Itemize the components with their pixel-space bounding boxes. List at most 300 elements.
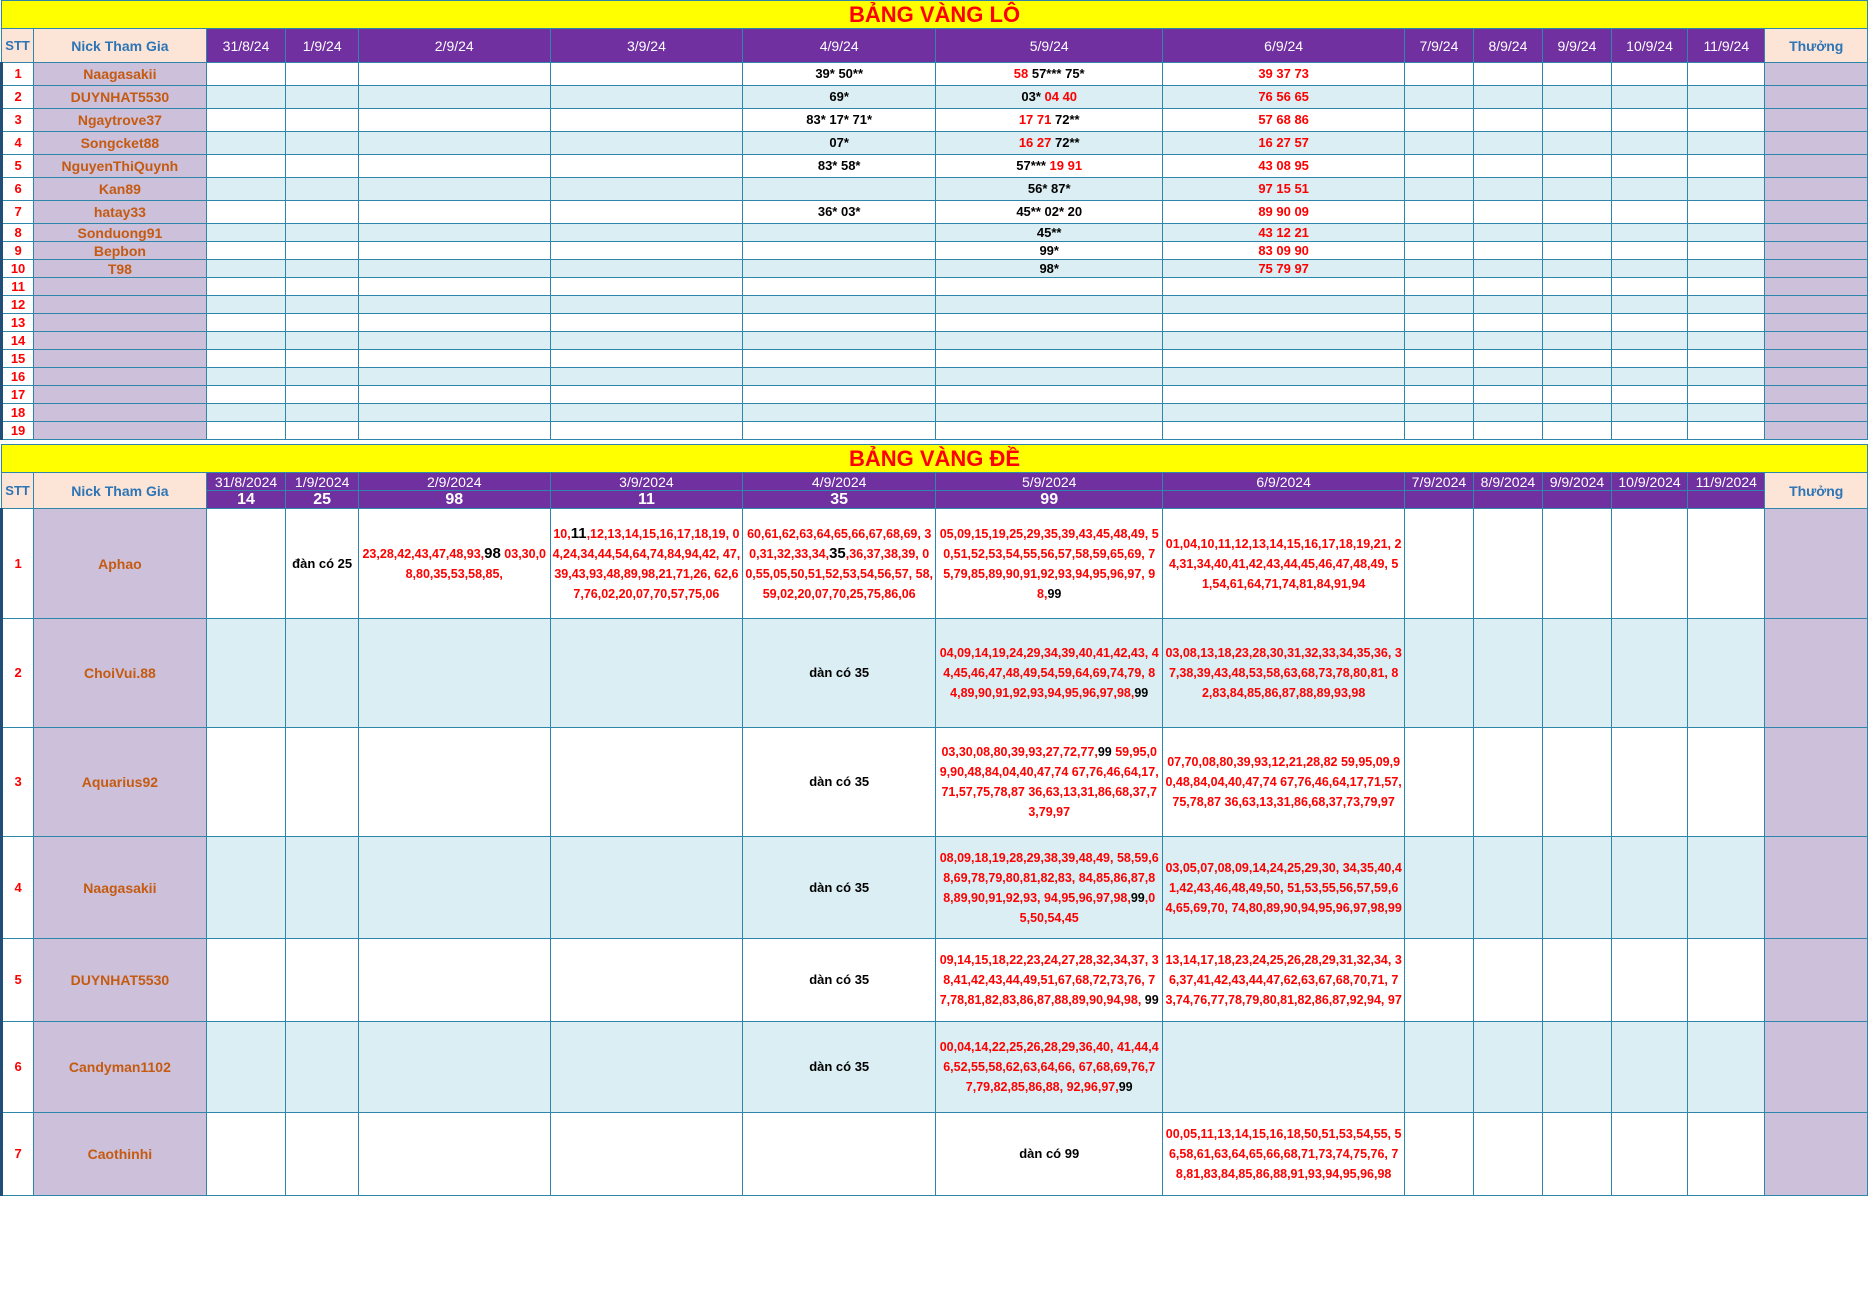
day-cell[interactable] [286,509,359,619]
day-cell[interactable] [1404,350,1473,368]
day-cell[interactable] [1404,314,1473,332]
reward-cell[interactable] [1765,132,1868,155]
day-cell[interactable] [1688,132,1765,155]
day-cell[interactable] [936,386,1163,404]
day-cell[interactable] [1688,837,1765,939]
day-cell[interactable] [1473,224,1542,242]
day-cell[interactable] [1688,1022,1765,1113]
day-cell[interactable] [1163,368,1405,386]
day-cell[interactable] [1473,332,1542,350]
day-cell[interactable] [286,619,359,728]
player-nick[interactable] [34,224,207,242]
day-cell[interactable] [550,296,743,314]
day-cell[interactable] [1688,86,1765,109]
day-cell[interactable] [1688,386,1765,404]
day-cell[interactable] [1542,109,1611,132]
day-cell[interactable] [286,296,359,314]
day-cell[interactable] [1688,260,1765,278]
day-cell[interactable] [1404,201,1473,224]
reward-cell[interactable] [1765,332,1868,350]
day-cell[interactable] [1688,242,1765,260]
day-cell[interactable] [358,350,550,368]
reward-cell[interactable] [1765,314,1868,332]
day-cell[interactable] [1404,404,1473,422]
day-cell[interactable] [286,155,359,178]
day-cell[interactable] [1404,509,1473,619]
day-cell[interactable] [1404,619,1473,728]
reward-cell[interactable] [1765,63,1868,86]
day-cell[interactable] [206,1022,286,1113]
day-cell[interactable] [286,386,359,404]
day-cell[interactable] [1473,368,1542,386]
day-cell[interactable] [550,63,743,86]
day-cell[interactable] [358,422,550,440]
day-cell[interactable] [1404,63,1473,86]
day-cell[interactable] [1542,404,1611,422]
day-cell[interactable] [550,509,743,619]
day-cell[interactable] [743,368,936,386]
reward-cell[interactable] [1765,296,1868,314]
day-cell[interactable] [743,350,936,368]
day-cell[interactable] [206,509,286,619]
day-cell[interactable] [358,178,550,201]
reward-cell[interactable] [1765,201,1868,224]
day-cell[interactable] [1163,63,1405,86]
day-cell[interactable] [1542,296,1611,314]
day-cell[interactable] [1473,939,1542,1022]
day-cell[interactable] [936,260,1163,278]
day-cell[interactable] [550,224,743,242]
day-cell[interactable] [1542,132,1611,155]
day-cell[interactable] [1404,332,1473,350]
day-cell[interactable] [286,939,359,1022]
day-cell[interactable] [1611,278,1687,296]
player-nick[interactable] [34,404,207,422]
day-cell[interactable] [936,837,1163,939]
day-cell[interactable] [743,422,936,440]
day-cell[interactable] [1473,86,1542,109]
day-cell[interactable] [550,837,743,939]
day-cell[interactable] [1163,619,1405,728]
player-nick[interactable] [34,155,207,178]
day-cell[interactable] [1611,350,1687,368]
day-cell[interactable] [1404,242,1473,260]
day-cell[interactable] [1688,314,1765,332]
player-nick[interactable] [34,260,207,278]
day-cell[interactable] [286,422,359,440]
day-cell[interactable] [936,201,1163,224]
day-cell[interactable] [743,278,936,296]
day-cell[interactable] [1163,837,1405,939]
day-cell[interactable] [1473,63,1542,86]
day-cell[interactable] [1542,619,1611,728]
day-cell[interactable] [1611,201,1687,224]
day-cell[interactable] [1688,109,1765,132]
day-cell[interactable] [1611,260,1687,278]
day-cell[interactable] [206,837,286,939]
day-cell[interactable] [743,386,936,404]
day-cell[interactable] [1542,509,1611,619]
day-cell[interactable] [1542,350,1611,368]
day-cell[interactable] [206,201,286,224]
day-cell[interactable] [936,1022,1163,1113]
day-cell[interactable] [1611,1022,1687,1113]
day-cell[interactable] [1542,837,1611,939]
day-cell[interactable] [1611,178,1687,201]
day-cell[interactable] [206,242,286,260]
day-cell[interactable] [936,278,1163,296]
day-cell[interactable] [1688,178,1765,201]
day-cell[interactable] [1404,1113,1473,1196]
day-cell[interactable] [286,368,359,386]
day-cell[interactable] [1542,63,1611,86]
day-cell[interactable] [1473,201,1542,224]
day-cell[interactable] [550,132,743,155]
day-cell[interactable] [286,314,359,332]
day-cell[interactable] [1542,1022,1611,1113]
day-cell[interactable] [550,86,743,109]
day-cell[interactable] [206,332,286,350]
day-cell[interactable] [1163,332,1405,350]
reward-cell[interactable] [1765,178,1868,201]
day-cell[interactable] [358,314,550,332]
day-cell[interactable] [286,1113,359,1196]
day-cell[interactable] [743,837,936,939]
day-cell[interactable] [936,368,1163,386]
reward-cell[interactable] [1765,1022,1868,1113]
day-cell[interactable] [206,296,286,314]
day-cell[interactable] [1163,296,1405,314]
day-cell[interactable] [550,1113,743,1196]
day-cell[interactable] [1688,368,1765,386]
day-cell[interactable] [1611,1113,1687,1196]
day-cell[interactable] [206,109,286,132]
day-cell[interactable] [936,63,1163,86]
day-cell[interactable] [206,278,286,296]
day-cell[interactable] [936,939,1163,1022]
day-cell[interactable] [1404,728,1473,837]
day-cell[interactable] [1163,1022,1405,1113]
player-nick[interactable] [34,386,207,404]
day-cell[interactable] [936,296,1163,314]
player-nick[interactable] [34,422,207,440]
day-cell[interactable] [1542,368,1611,386]
day-cell[interactable] [358,296,550,314]
reward-cell[interactable] [1765,155,1868,178]
reward-cell[interactable] [1765,86,1868,109]
day-cell[interactable] [286,837,359,939]
day-cell[interactable] [1611,386,1687,404]
day-cell[interactable] [1688,619,1765,728]
player-nick[interactable] [34,1022,207,1113]
day-cell[interactable] [936,728,1163,837]
day-cell[interactable] [1404,178,1473,201]
day-cell[interactable] [1404,132,1473,155]
day-cell[interactable] [1163,109,1405,132]
day-cell[interactable] [286,404,359,422]
day-cell[interactable] [206,422,286,440]
day-cell[interactable] [743,509,936,619]
reward-cell[interactable] [1765,368,1868,386]
day-cell[interactable] [1611,619,1687,728]
day-cell[interactable] [358,332,550,350]
day-cell[interactable] [358,368,550,386]
day-cell[interactable] [206,404,286,422]
day-cell[interactable] [1404,296,1473,314]
day-cell[interactable] [936,404,1163,422]
day-cell[interactable] [743,1022,936,1113]
day-cell[interactable] [1404,837,1473,939]
player-nick[interactable] [34,314,207,332]
day-cell[interactable] [936,422,1163,440]
reward-cell[interactable] [1765,1113,1868,1196]
day-cell[interactable] [1163,350,1405,368]
day-cell[interactable] [1473,155,1542,178]
player-nick[interactable] [34,109,207,132]
day-cell[interactable] [1611,332,1687,350]
player-nick[interactable] [34,86,207,109]
day-cell[interactable] [1688,63,1765,86]
day-cell[interactable] [550,422,743,440]
day-cell[interactable] [743,619,936,728]
day-cell[interactable] [1688,1113,1765,1196]
day-cell[interactable] [358,155,550,178]
day-cell[interactable] [1611,155,1687,178]
player-nick[interactable] [34,242,207,260]
day-cell[interactable] [743,86,936,109]
day-cell[interactable] [286,201,359,224]
day-cell[interactable] [1163,314,1405,332]
day-cell[interactable] [936,332,1163,350]
day-cell[interactable] [1473,1113,1542,1196]
day-cell[interactable] [358,837,550,939]
day-cell[interactable] [1404,368,1473,386]
day-cell[interactable] [743,260,936,278]
day-cell[interactable] [1611,296,1687,314]
day-cell[interactable] [1542,386,1611,404]
day-cell[interactable] [936,155,1163,178]
day-cell[interactable] [206,224,286,242]
day-cell[interactable] [286,86,359,109]
day-cell[interactable] [1473,728,1542,837]
day-cell[interactable] [1163,278,1405,296]
player-nick[interactable] [34,63,207,86]
day-cell[interactable] [550,201,743,224]
day-cell[interactable] [1611,509,1687,619]
day-cell[interactable] [743,201,936,224]
reward-cell[interactable] [1765,224,1868,242]
day-cell[interactable] [550,350,743,368]
day-cell[interactable] [1542,332,1611,350]
day-cell[interactable] [1542,939,1611,1022]
day-cell[interactable] [1473,296,1542,314]
day-cell[interactable] [743,155,936,178]
day-cell[interactable] [743,178,936,201]
day-cell[interactable] [1404,1022,1473,1113]
day-cell[interactable] [550,314,743,332]
day-cell[interactable] [1473,386,1542,404]
day-cell[interactable] [206,155,286,178]
reward-cell[interactable] [1765,404,1868,422]
day-cell[interactable] [1542,155,1611,178]
day-cell[interactable] [358,1022,550,1113]
day-cell[interactable] [206,619,286,728]
day-cell[interactable] [743,1113,936,1196]
day-cell[interactable] [1404,109,1473,132]
day-cell[interactable] [1404,155,1473,178]
day-cell[interactable] [358,1113,550,1196]
day-cell[interactable] [1611,132,1687,155]
reward-cell[interactable] [1765,242,1868,260]
day-cell[interactable] [206,63,286,86]
day-cell[interactable] [1611,63,1687,86]
day-cell[interactable] [936,619,1163,728]
day-cell[interactable] [1163,1113,1405,1196]
player-nick[interactable] [34,619,207,728]
day-cell[interactable] [286,1022,359,1113]
day-cell[interactable] [1163,86,1405,109]
day-cell[interactable] [206,728,286,837]
player-nick[interactable] [34,837,207,939]
day-cell[interactable] [286,728,359,837]
day-cell[interactable] [550,178,743,201]
reward-cell[interactable] [1765,350,1868,368]
day-cell[interactable] [1163,386,1405,404]
player-nick[interactable] [34,509,207,619]
day-cell[interactable] [1163,132,1405,155]
day-cell[interactable] [358,63,550,86]
day-cell[interactable] [358,109,550,132]
day-cell[interactable] [206,132,286,155]
day-cell[interactable] [1163,404,1405,422]
day-cell[interactable] [1688,155,1765,178]
day-cell[interactable] [936,314,1163,332]
day-cell[interactable] [550,278,743,296]
player-nick[interactable] [34,132,207,155]
day-cell[interactable] [1473,178,1542,201]
day-cell[interactable] [936,109,1163,132]
day-cell[interactable] [358,260,550,278]
day-cell[interactable] [1404,386,1473,404]
day-cell[interactable] [206,314,286,332]
player-nick[interactable] [34,368,207,386]
day-cell[interactable] [1611,939,1687,1022]
day-cell[interactable] [1688,404,1765,422]
day-cell[interactable] [358,404,550,422]
day-cell[interactable] [1688,939,1765,1022]
day-cell[interactable] [286,242,359,260]
day-cell[interactable] [1542,224,1611,242]
day-cell[interactable] [358,939,550,1022]
day-cell[interactable] [1473,1022,1542,1113]
day-cell[interactable] [358,386,550,404]
player-nick[interactable] [34,296,207,314]
player-nick[interactable] [34,278,207,296]
day-cell[interactable] [550,404,743,422]
day-cell[interactable] [1473,509,1542,619]
day-cell[interactable] [550,619,743,728]
day-cell[interactable] [286,63,359,86]
day-cell[interactable] [936,242,1163,260]
day-cell[interactable] [743,332,936,350]
day-cell[interactable] [206,350,286,368]
day-cell[interactable] [936,350,1163,368]
day-cell[interactable] [1542,422,1611,440]
day-cell[interactable] [1542,201,1611,224]
day-cell[interactable] [286,224,359,242]
day-cell[interactable] [1163,422,1405,440]
player-nick[interactable] [34,350,207,368]
day-cell[interactable] [358,728,550,837]
day-cell[interactable] [1404,224,1473,242]
day-cell[interactable] [1611,837,1687,939]
day-cell[interactable] [550,368,743,386]
day-cell[interactable] [1473,278,1542,296]
day-cell[interactable] [1163,178,1405,201]
reward-cell[interactable] [1765,260,1868,278]
day-cell[interactable] [358,201,550,224]
day-cell[interactable] [936,86,1163,109]
day-cell[interactable] [1473,350,1542,368]
day-cell[interactable] [1163,242,1405,260]
day-cell[interactable] [743,728,936,837]
reward-cell[interactable] [1765,728,1868,837]
day-cell[interactable] [1611,109,1687,132]
day-cell[interactable] [1473,260,1542,278]
day-cell[interactable] [743,63,936,86]
day-cell[interactable] [1611,224,1687,242]
day-cell[interactable] [206,386,286,404]
day-cell[interactable] [936,178,1163,201]
day-cell[interactable] [286,132,359,155]
day-cell[interactable] [1163,939,1405,1022]
day-cell[interactable] [1473,422,1542,440]
day-cell[interactable] [743,109,936,132]
reward-cell[interactable] [1765,422,1868,440]
day-cell[interactable] [1163,155,1405,178]
day-cell[interactable] [1611,728,1687,837]
day-cell[interactable] [550,109,743,132]
day-cell[interactable] [1473,242,1542,260]
day-cell[interactable] [1688,350,1765,368]
day-cell[interactable] [206,368,286,386]
day-cell[interactable] [1404,86,1473,109]
day-cell[interactable] [286,332,359,350]
day-cell[interactable] [1611,368,1687,386]
player-nick[interactable] [34,201,207,224]
reward-cell[interactable] [1765,109,1868,132]
day-cell[interactable] [1688,201,1765,224]
day-cell[interactable] [1542,728,1611,837]
day-cell[interactable] [1688,728,1765,837]
day-cell[interactable] [550,242,743,260]
reward-cell[interactable] [1765,619,1868,728]
day-cell[interactable] [550,728,743,837]
day-cell[interactable] [550,1022,743,1113]
player-nick[interactable] [34,332,207,350]
day-cell[interactable] [1163,509,1405,619]
player-nick[interactable] [34,728,207,837]
day-cell[interactable] [1163,201,1405,224]
day-cell[interactable] [936,1113,1163,1196]
day-cell[interactable] [743,314,936,332]
day-cell[interactable] [1611,314,1687,332]
player-nick[interactable] [34,939,207,1022]
day-cell[interactable] [358,619,550,728]
day-cell[interactable] [358,509,550,619]
day-cell[interactable] [1611,422,1687,440]
day-cell[interactable] [550,155,743,178]
